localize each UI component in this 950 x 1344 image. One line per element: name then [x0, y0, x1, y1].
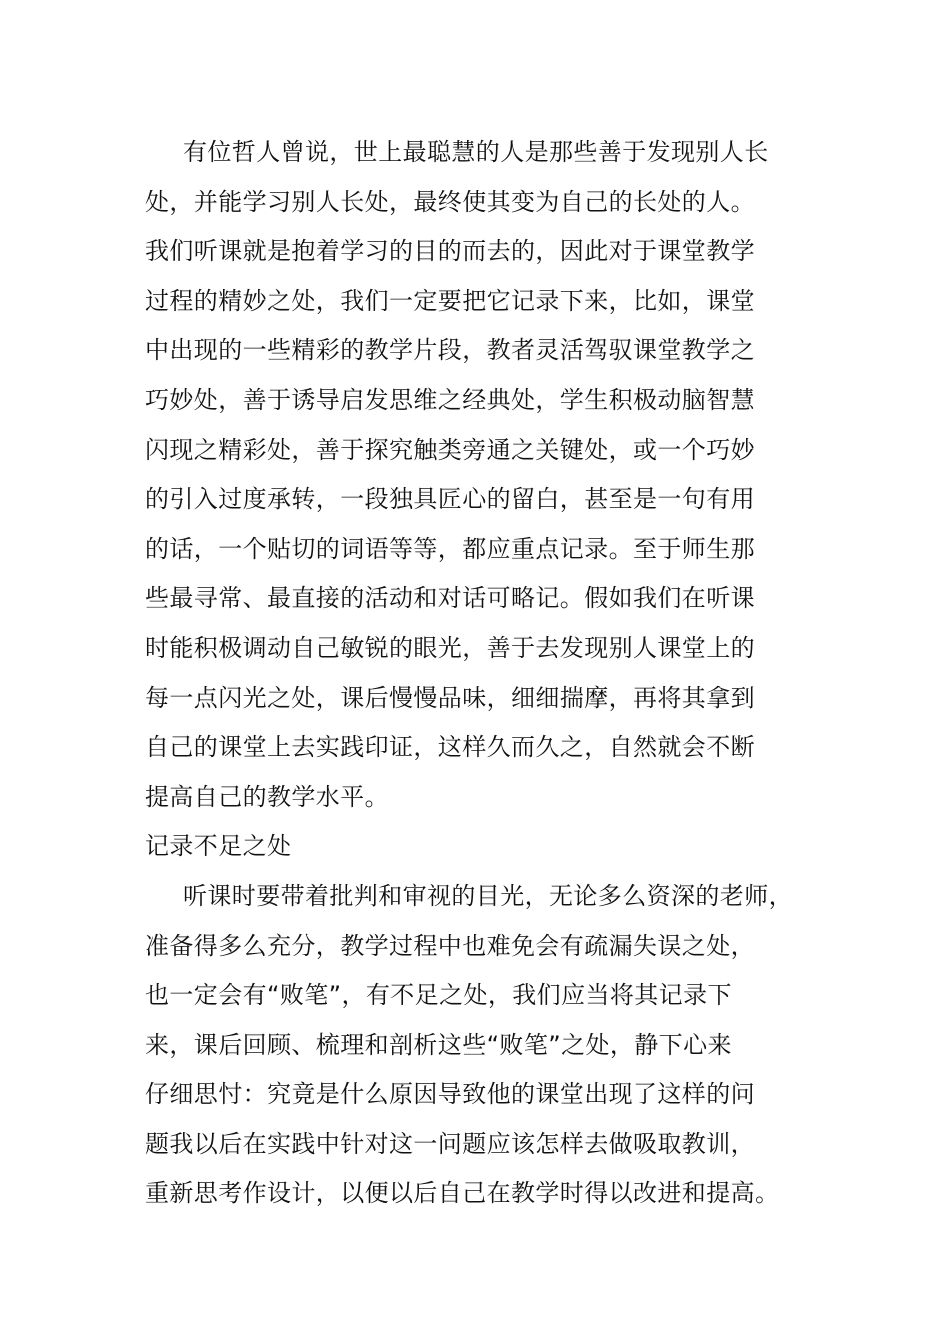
paragraph-1-line-3: 我们听课就是抱着学习的目的而去的，因此对于课堂教学	[145, 237, 755, 266]
paragraph-1-line-9: 的话，一个贴切的词语等等，都应重点记录。至于师生那	[145, 534, 755, 563]
paragraph-1-line-12: 每一点闪光之处，课后慢慢品味，细细揣摩，再将其拿到	[145, 683, 755, 712]
paragraph-1-line-8: 的引入过度承转，一段独具匠心的留白，甚至是一句有用	[145, 485, 755, 514]
document-body	[145, 128, 835, 1219]
paragraph-1-line-10: 些最寻常、最直接的活动和对话可略记。假如我们在听课	[145, 584, 755, 613]
paragraph-1-line-5: 中出现的一些精彩的教学片段，教者灵活驾驭课堂教学之	[145, 336, 755, 365]
paragraph-2-line-7: 重新思考作设计，以便以后自己在教学时得以改进和提高。	[145, 1179, 780, 1208]
paragraph-1-line-7: 闪现之精彩处，善于探究触类旁通之关键处，或一个巧妙	[145, 435, 755, 464]
paragraph-2-line-5: 仔细思忖：究竟是什么原因导致他的课堂出现了这样的问	[145, 1080, 755, 1109]
paragraph-2-line-3: 也一定会有“败笔”，有不足之处，我们应当将其记录下	[145, 981, 732, 1010]
paragraph-1-line-6: 巧妙处，善于诱导启发思维之经典处，学生积极动脑智慧	[145, 385, 755, 414]
paragraph-1-line-14: 提高自己的教学水平。	[145, 782, 389, 811]
paragraph-1-line-4: 过程的精妙之处，我们一定要把它记录下来，比如，课堂	[145, 286, 755, 315]
paragraph-1-line-13: 自己的课堂上去实践印证，这样久而久之，自然就会不断	[145, 733, 755, 762]
paragraph-2-line-1: 听课时要带着批判和审视的目光，无论多么资深的老师，	[183, 881, 793, 910]
paragraph-1-line-1: 有位哲人曾说，世上最聪慧的人是那些善于发现别人长	[183, 138, 769, 166]
paragraph-2-line-4: 来，课后回顾、梳理和剖析这些“败笔”之处，静下心来	[145, 1030, 732, 1059]
paragraph-2-line-6: 题我以后在实践中针对这一问题应该怎样去做吸取教训，	[145, 1129, 755, 1158]
paragraph-1-line-11: 时能积极调动自己敏锐的眼光，善于去发现别人课堂上的	[145, 633, 755, 662]
section-heading: 记录不足之处	[145, 832, 292, 861]
paragraph-2-line-2: 准备得多么充分，教学过程中也难免会有疏漏失误之处，	[145, 931, 755, 960]
paragraph-1-line-2: 处，并能学习别人长处，最终使其变为自己的长处的人。	[145, 187, 755, 216]
